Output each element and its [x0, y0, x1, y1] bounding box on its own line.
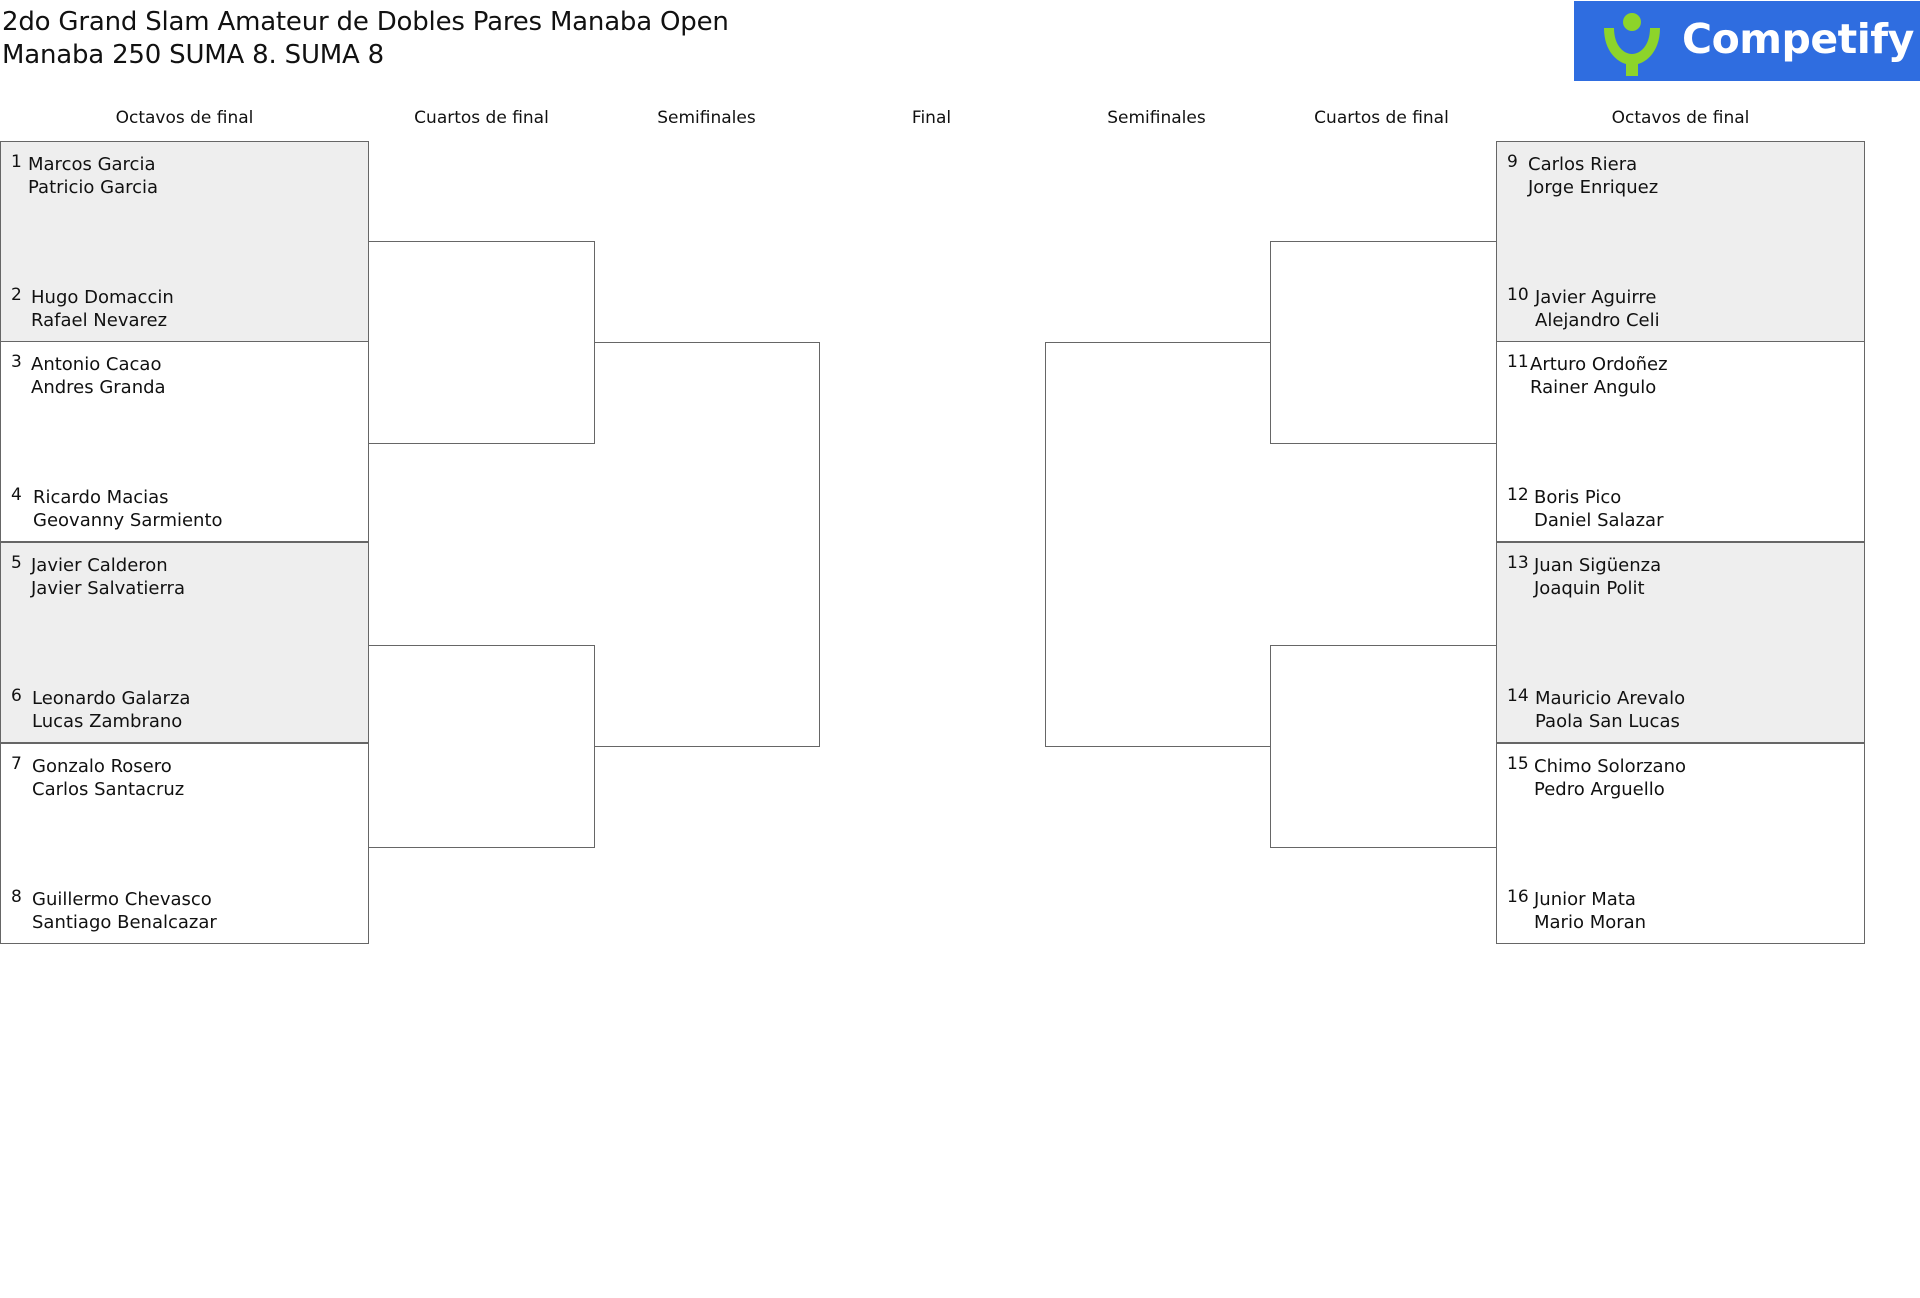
round-header-right-octavos: Octavos de final	[1611, 108, 1750, 128]
player-name: Carlos Santacruz	[32, 779, 185, 800]
player-name: Mauricio Arevalo	[1535, 688, 1686, 709]
player-name: Daniel Salazar	[1534, 510, 1664, 531]
match-left-1	[0, 141, 369, 342]
match-right-3	[1496, 542, 1865, 743]
team-entry	[1, 342, 370, 398]
team-entry	[1, 543, 370, 599]
player-name: Guillermo Chevasco	[32, 889, 212, 910]
competify-mark-icon	[1596, 6, 1668, 78]
seed-number: 6	[11, 686, 22, 706]
team-entry	[1, 142, 370, 198]
player-name: Jorge Enriquez	[1528, 177, 1659, 198]
seed-number: 11	[1507, 352, 1529, 372]
player-name: Patricio Garcia	[28, 177, 159, 198]
player-name: Joaquin Polit	[1534, 578, 1645, 599]
player-name: Leonardo Galarza	[32, 688, 191, 709]
player-name: Geovanny Sarmiento	[33, 510, 223, 531]
competify-logo	[1574, 1, 1920, 81]
player-name: Chimo Solorzano	[1534, 756, 1686, 777]
team-entry	[1, 275, 370, 331]
player-name: Javier Calderon	[31, 555, 168, 576]
seed-number: 12	[1507, 485, 1529, 505]
title-line-1: 2do Grand Slam Amateur de Dobles Pares Manaba Open	[2, 7, 729, 37]
player-name: Ricardo Macias	[33, 487, 169, 508]
round-header-right-semis: Semifinales	[1107, 108, 1206, 128]
bracket-left-qf-2	[369, 645, 595, 848]
team-entry	[1, 475, 370, 531]
seed-number: 1	[11, 152, 22, 172]
seed-number: 8	[11, 887, 22, 907]
team-entry	[1497, 744, 1866, 800]
player-name: Alejandro Celi	[1535, 310, 1660, 331]
seed-number: 10	[1507, 285, 1529, 305]
title-line-2: Manaba 250 SUMA 8. SUMA 8	[2, 40, 385, 70]
player-name: Carlos Riera	[1528, 154, 1638, 175]
team-entry	[1497, 877, 1866, 933]
team-entry	[1497, 142, 1866, 198]
seed-number: 16	[1507, 887, 1529, 907]
match-right-1	[1496, 141, 1865, 342]
player-name: Juan Sigüenza	[1534, 555, 1662, 576]
player-name: Antonio Cacao	[31, 354, 162, 375]
player-name: Pedro Arguello	[1534, 779, 1665, 800]
match-right-4	[1496, 743, 1865, 944]
seed-number: 3	[11, 352, 22, 372]
round-header-left-cuartos: Cuartos de final	[414, 108, 549, 128]
round-header-final: Final	[911, 108, 952, 128]
seed-number: 15	[1507, 754, 1529, 774]
player-name: Paola San Lucas	[1535, 711, 1680, 732]
seed-number: 5	[11, 553, 22, 573]
match-right-2	[1496, 341, 1865, 542]
player-name: Rafael Nevarez	[31, 310, 168, 331]
team-entry	[1, 877, 370, 933]
tournament-title	[2, 6, 729, 72]
seed-number: 9	[1507, 152, 1518, 172]
team-entry	[1, 676, 370, 732]
team-entry	[1497, 543, 1866, 599]
player-name: Gonzalo Rosero	[32, 756, 172, 777]
match-left-4	[0, 743, 369, 944]
team-entry	[1497, 275, 1866, 331]
round-header-left-octavos: Octavos de final	[115, 108, 254, 128]
team-entry	[1497, 475, 1866, 531]
player-name: Boris Pico	[1534, 487, 1622, 508]
player-name: Marcos Garcia	[28, 154, 156, 175]
player-name: Javier Salvatierra	[31, 578, 185, 599]
bracket-right-qf-2	[1270, 645, 1497, 848]
round-header-right-cuartos: Cuartos de final	[1314, 108, 1449, 128]
seed-number: 2	[11, 285, 22, 305]
seed-number: 14	[1507, 686, 1529, 706]
player-name: Rainer Angulo	[1530, 377, 1657, 398]
seed-number: 13	[1507, 553, 1529, 573]
bracket-right-qf-1	[1270, 241, 1497, 444]
bracket-right-sf	[1045, 342, 1271, 747]
bracket-left-sf	[594, 342, 820, 747]
player-name: Hugo Domaccin	[31, 287, 174, 308]
player-name: Javier Aguirre	[1535, 287, 1657, 308]
player-name: Lucas Zambrano	[32, 711, 183, 732]
team-entry	[1497, 676, 1866, 732]
seed-number: 4	[11, 485, 22, 505]
player-name: Mario Moran	[1534, 912, 1647, 933]
bracket-left-qf-1	[369, 241, 595, 444]
team-entry	[1497, 342, 1866, 398]
team-entry	[1, 744, 370, 800]
player-name: Andres Granda	[31, 377, 166, 398]
player-name: Santiago Benalcazar	[32, 912, 217, 933]
match-left-3	[0, 542, 369, 743]
logo-text: Competify	[1682, 15, 1914, 63]
player-name: Junior Mata	[1534, 889, 1636, 910]
match-left-2	[0, 341, 369, 542]
player-name: Arturo Ordoñez	[1530, 354, 1668, 375]
round-header-left-semis: Semifinales	[657, 108, 756, 128]
seed-number: 7	[11, 754, 22, 774]
